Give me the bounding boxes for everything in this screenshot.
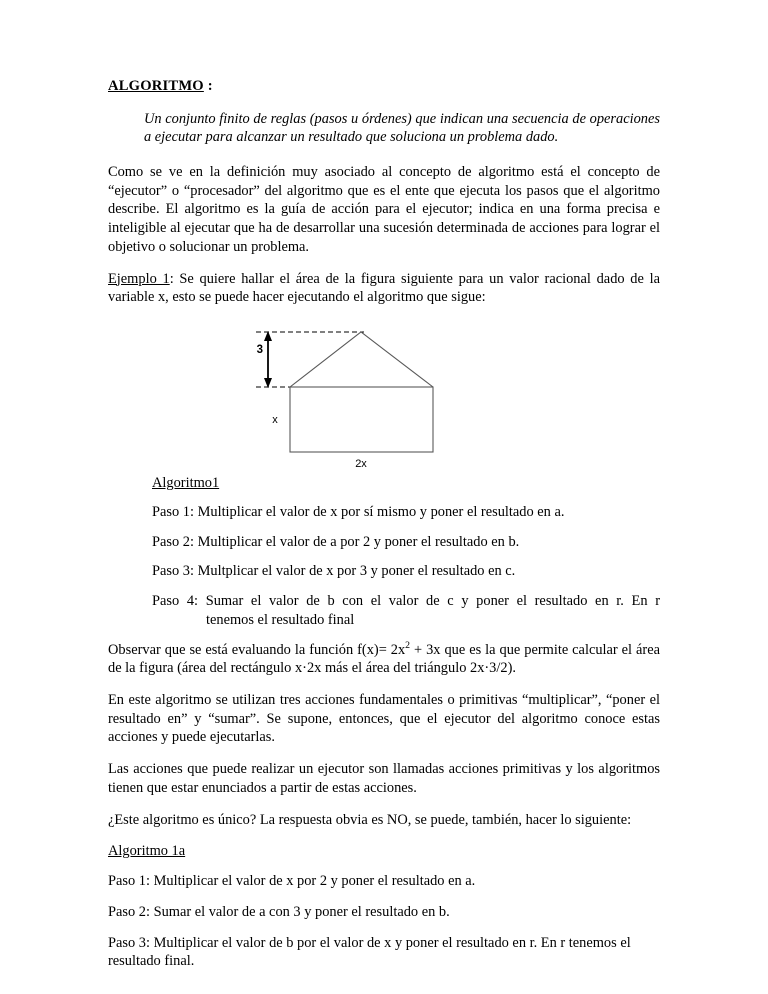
paragraph-question: ¿Este algoritmo es único? La respuesta obvia es NO, se puede, también, hacer lo siguiente:: [108, 811, 632, 828]
algorithm-1-heading: [152, 474, 660, 492]
paragraph-example: [108, 270, 660, 307]
algorithm-1-heading-text: Algoritmo1: [152, 474, 220, 491]
paragraph-formula: [108, 641, 660, 678]
paragraph-actions: Las acciones que puede realizar un ejecutor son llamadas acciones primitivas y los algoritmos tienen que estar enunciados a partir de estas acciones.: [108, 761, 660, 796]
page-title: [108, 78, 660, 96]
formula-after: + 3x que es la que permite calcular el área de la figura (área del rectángulo x·2x más el área del triángulo 2x·3/2).: [108, 641, 660, 677]
rectangle-body: [290, 387, 433, 452]
example-text: : Se quiere hallar el área de la figura siguiente para un valor racional dado de la variable x, esto se puede hacer ejecutando el algoritmo que sigue:: [108, 270, 660, 306]
algorithm-1-step-1: Paso 1: Multiplicar el valor de x por sí mismo y poner el resultado en a.: [152, 503, 565, 520]
roof-triangle: [290, 332, 433, 387]
algorithm-1-step-4-line-1: Paso 4: Sumar el valor de b con el valor de c y poner el resultado en r. En r: [152, 593, 660, 610]
formula-superscript: 2: [405, 639, 411, 651]
algorithm-1-step-2: Paso 2: Multiplicar el valor de a por 2 y poner el resultado en b.: [152, 533, 520, 550]
algorithm-1a-heading: [108, 842, 660, 860]
algorithm-1a-heading-text: Algoritmo 1a: [108, 843, 186, 860]
algorithm-1-block: [108, 474, 660, 630]
geometry-figure: [108, 320, 660, 468]
algorithm-1a-step-3: Paso 3: Multiplicar el valor de b por el valor de x y poner el resultado en r. En r tenemos el resultado final.: [108, 934, 631, 970]
algorithm-1a-step-2: Paso 2: Sumar el valor de a con 3 y poner el resultado en b.: [108, 904, 450, 921]
algorithm-1-step-4-line-2: tenemos el resultado final: [206, 611, 355, 628]
height-label: 3: [256, 343, 263, 356]
base-label: 2x: [355, 457, 367, 468]
page-title-colon: :: [207, 78, 213, 94]
algorithm-1-step-3: Paso 3: Multplicar el valor de x por 3 y poner el resultado en c.: [152, 563, 516, 580]
paragraph-primitives: En este algoritmo se utilizan tres acciones fundamentales o primitivas “multiplicar”, “poner el resultado en” y “sumar”. Se supone, entonces, que el ejecutor del algoritmo conoce estas acciones y puede ejecutarlas.: [108, 692, 660, 746]
formula-before: Observar que se está evaluando la función f(x)= 2x: [108, 641, 406, 658]
document-content: [108, 78, 660, 983]
algorithm-1a-block: [108, 842, 660, 971]
algorithm-1-step-4: [152, 592, 660, 629]
house-shape-diagram: [108, 320, 660, 468]
definition-block: Un conjunto finito de reglas (pasos u órdenes) que indican una secuencia de operaciones a ejecutar para alcanzar un resultado que soluciona un problema dado.: [144, 110, 660, 146]
page-title-text: ALGORITMO: [108, 78, 204, 94]
example-label: Ejemplo 1: [108, 270, 170, 287]
algorithm-1a-step-1: Paso 1: Multiplicar el valor de x por 2 y poner el resultado en a.: [108, 873, 476, 890]
paragraph-intro: Como se ve en la definición muy asociado al concepto de algoritmo está el concepto de “ejecutor” o “procesador” del algoritmo que es el ente que ejecuta los pasos que el algoritmo describe. El algoritmo es la guía de acción para el ejecutor; indica en una forma precisa e inteligible al ejecutar que ha de desarrollar una sucesión determinada de acciones para lograr el objetivo o solucionar un problema.: [108, 163, 660, 255]
side-label: x: [272, 413, 278, 426]
